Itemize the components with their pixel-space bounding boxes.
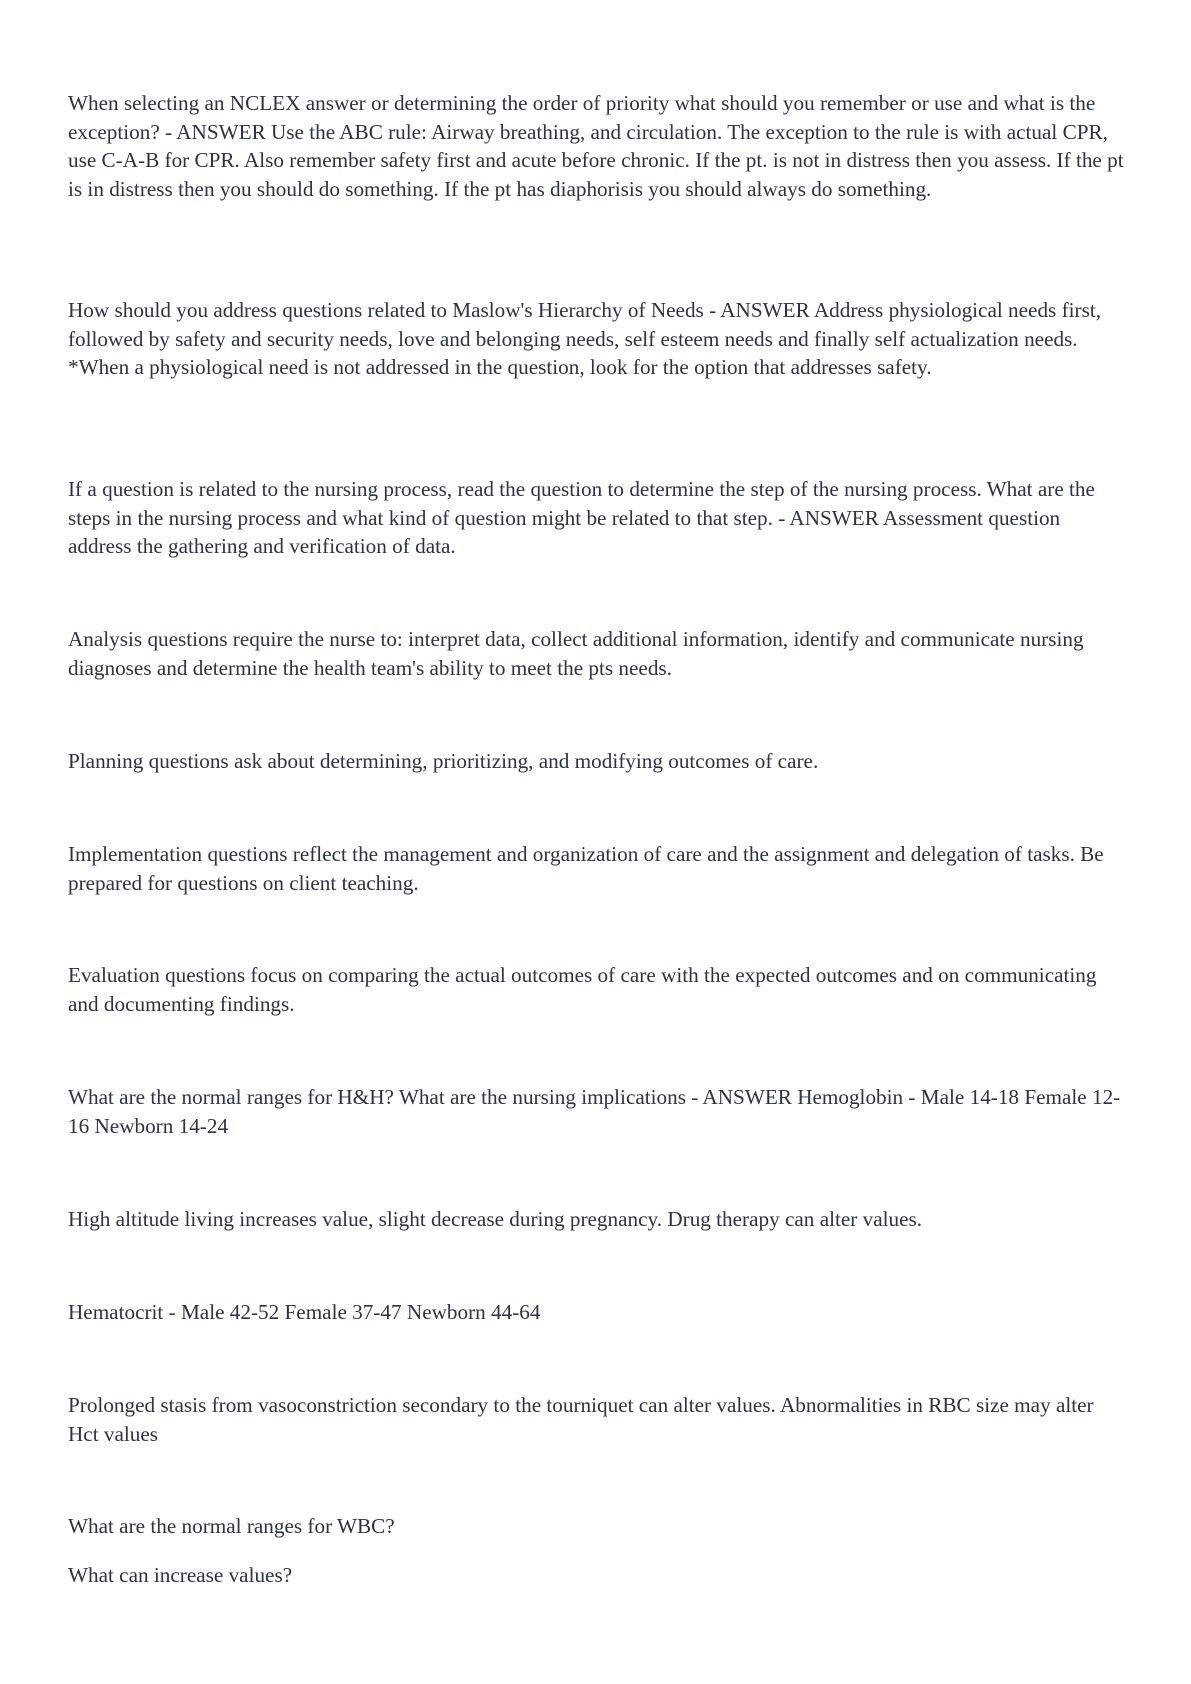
paragraph-wbc-question: What are the normal ranges for WBC?	[68, 1514, 395, 1538]
paragraph-hematocrit: Hematocrit - Male 42-52 Female 37-47 Newborn 44-64	[68, 1300, 541, 1324]
paragraph-analysis: Analysis questions require the nurse to: interpret data, collect additional information, identify and communicate nursing diagnoses and determine the health team's ability to meet the pts needs.	[68, 627, 1084, 680]
paragraph-increase-values: What can increase values?	[68, 1563, 293, 1587]
paragraph-altitude: High altitude living increases value, slight decrease during pregnancy. Drug therapy can alter values.	[68, 1207, 923, 1231]
paragraph-implementation: Implementation questions reflect the management and organization of care and the assignment and delegation of tasks. Be prepared for questions on client teaching.	[68, 842, 1104, 895]
paragraph-nursing-process: If a question is related to the nursing process, read the question to determine the step of the nursing process. What are the steps in the nursing process and what kind of question might be related to that step. - ANSWER Assessment question address the gathering and verification of data.	[68, 477, 1095, 559]
paragraph-stasis: Prolonged stasis from vasoconstriction secondary to the tourniquet can alter values. Abnormalities in RBC size may alter Hct values	[68, 1393, 1094, 1446]
paragraph-priority-abc: When selecting an NCLEX answer or determining the order of priority what should you remember or use and what is the exception? - ANSWER Use the ABC rule: Airway breathing, and circulation. The exception to the rule is with actual CPR, use C-A-B for CPR. Also remember safety first and acute before chronic. If the pt. is not in distress then you assess. If the pt is in distress then you should do something. If the pt has diaphorisis you should always do something.	[68, 91, 1124, 201]
paragraph-planning: Planning questions ask about determining, prioritizing, and modifying outcomes of care.	[68, 749, 819, 773]
paragraph-evaluation: Evaluation questions focus on comparing the actual outcomes of care with the expected outcomes and on communicating and documenting findings.	[68, 963, 1097, 1016]
paragraph-maslow: How should you address questions related to Maslow's Hierarchy of Needs - ANSWER Address physiological needs first, followed by safety and security needs, love and belonging needs, self esteem needs and finally self actualization needs. *When a physiological need is not addressed in the question, look for the option that addresses safety.	[68, 298, 1102, 380]
paragraph-hemoglobin: What are the normal ranges for H&H? What are the nursing implications - ANSWER Hemoglobin - Male 14-18 Female 12-16 Newborn 14-24	[68, 1085, 1121, 1138]
